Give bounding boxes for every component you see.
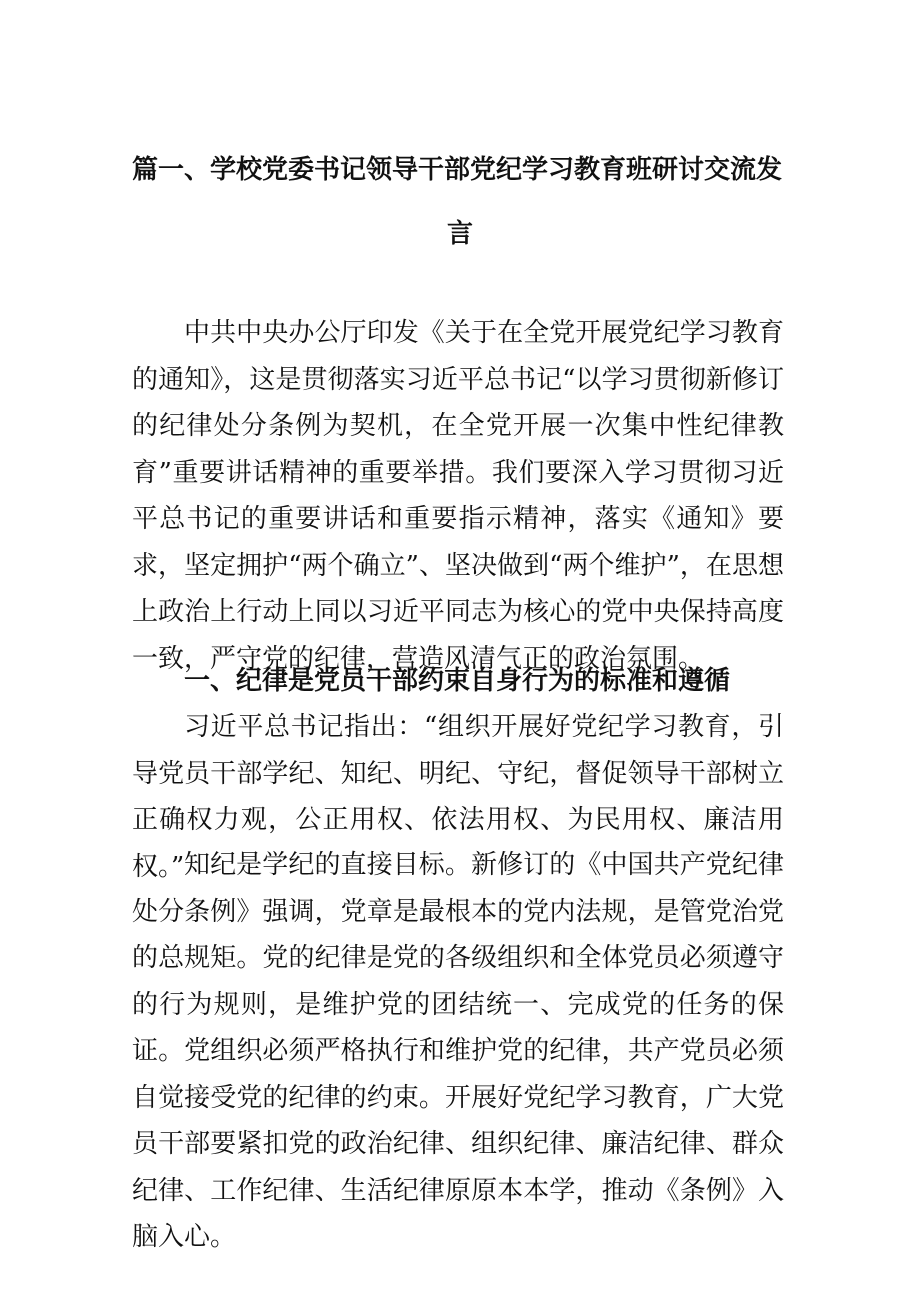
paragraph-intro: 中共中央办公厅印发《关于在全党开展党纪学习教育的通知》，这是贯彻落实习近平总书记“以学习贯彻新修订的纪律处分条例为契机，在全党开展一次集中性纪律教育”重要讲话精神的重要举措。我们要深入学习贯彻习近平总书记的重要讲话和重要指示精神，落实《通知》要求，坚定拥护“两个确立”、坚决做到“两个维护”，在思想上政治上行动上同以习近平同志为核心的党中央保持高度一致，严守党的纪律，营造风清气正的政治氛围。 — [132, 318, 784, 674]
document-title-continuation: 言 — [446, 219, 473, 249]
paragraph-quote: 习近平总书记指出：“组织开展好党纪学习教育，引导党员干部学纪、知纪、明纪、守纪，督促领导干部树立正确权力观，公正用权、依法用权、为民用权、廉洁用权。” — [132, 712, 784, 882]
document-title: 篇一、学校党委书记领导干部党纪学习教育班研讨交流发 — [132, 155, 783, 185]
paragraph-discipline: 知纪是学纪的直接目标。新修订的《中国共产党纪律处分条例》强调，党章是最根本的党内法规，是管党治党的总规矩。党的纪律是党的各级组织和全体党员必须遵守的行为规则，是维护党的团结统一、完成党的任务的保证。党组织必须严格执行和维护党的纪律，共产党员必须自觉接受党的纪律的约束。开展好党纪学习教育，广大党员干部要紧扣党的政治纪律、组织纪律、廉洁纪律、群众纪律、工作纪律、生活纪律原原本本学，推动《条例》入脑入心。 — [132, 850, 784, 1252]
section-heading: 一、纪律是党员干部约束自身行为的标准和遵循 — [184, 666, 731, 696]
